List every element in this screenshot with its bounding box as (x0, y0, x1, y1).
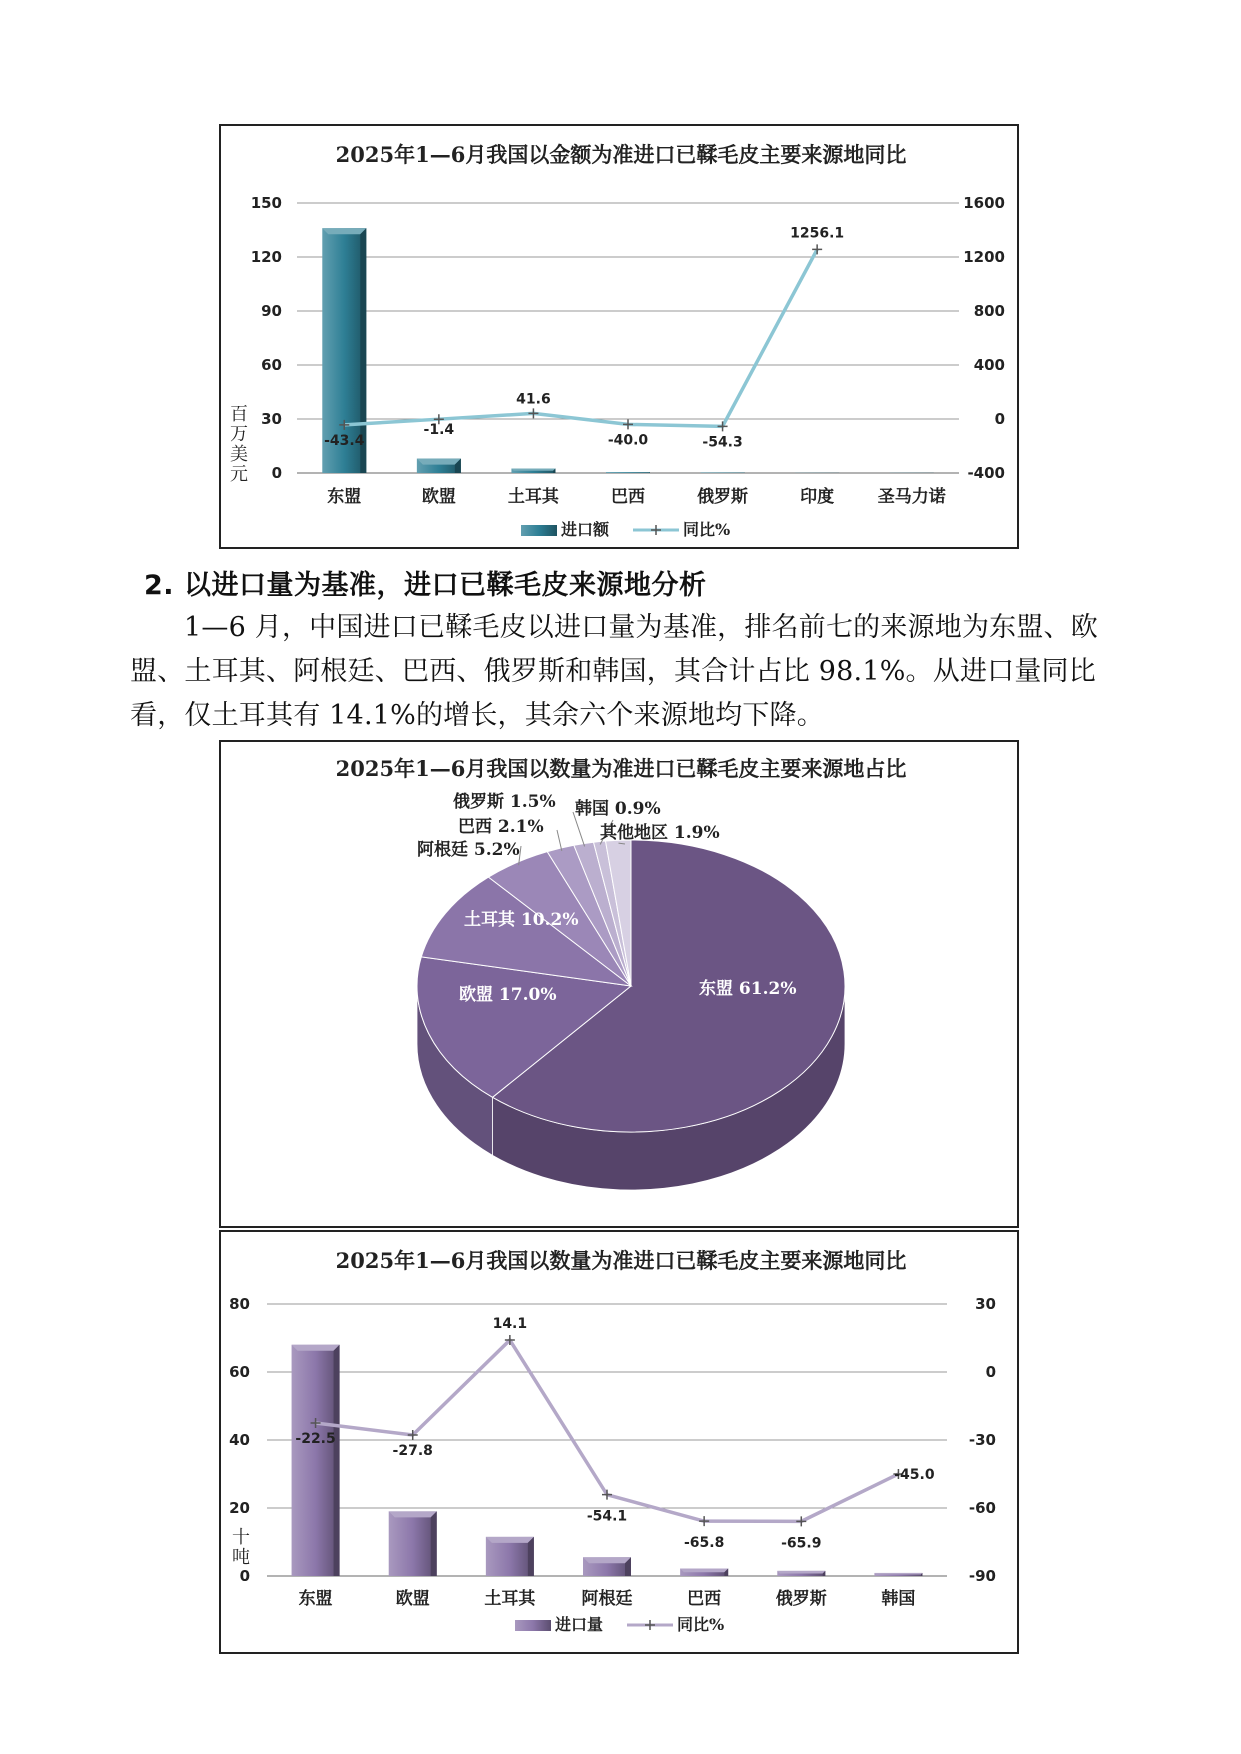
bar-bevel-top (583, 1557, 631, 1563)
chart-title: 2025年1—6月我国以数量为准进口已鞣毛皮主要来源地同比 (335, 1248, 907, 1273)
paragraph-text: 1—6 月，中国进口已鞣毛皮以进口量为基准，排名前七的来源地为东盟、欧盟、土耳其、阿根廷、巴西、俄罗斯和韩国，其合计占比 98.1%。从进口量同比看，仅土耳其有 14.1%的增长，其余六个来源地均下降。 (130, 612, 1098, 731)
y-axis-unit: 万 (230, 424, 248, 445)
y-tick-label: 60 (261, 356, 282, 374)
y-tick-label: 20 (229, 1499, 250, 1517)
y2-tick-label: 1600 (963, 194, 1005, 212)
bar-土耳其 (486, 1537, 534, 1576)
y-axis-unit: 吨 (232, 1547, 250, 1568)
y-tick-label: 30 (261, 410, 282, 428)
bar-bevel-top (292, 1345, 340, 1351)
chart-svg (221, 1232, 1021, 1656)
pie-label-阿根廷: 阿根廷 5.2% (417, 840, 520, 860)
category-label: 俄罗斯 (775, 1589, 827, 1609)
bar-bevel-top (777, 1571, 825, 1574)
yoy-value-label: 14.1 (492, 1316, 528, 1333)
pie-label-东盟: 东盟 61.2% (699, 979, 797, 999)
yoy-value-label: -43.4 (324, 432, 365, 449)
pie-label-欧盟: 欧盟 17.0% (459, 985, 557, 1005)
yoy-value-label: -54.3 (702, 434, 743, 451)
y-tick-label: 60 (229, 1363, 250, 1381)
bar-土耳其 (511, 469, 555, 474)
bar-欧盟 (389, 1511, 437, 1576)
bar-俄罗斯 (701, 472, 745, 473)
bar-bevel-top (322, 228, 366, 234)
y-tick-label: 90 (261, 302, 282, 320)
y2-tick-label: -90 (968, 1567, 996, 1585)
yoy-marker (528, 408, 538, 418)
bar-bevel-top (874, 1573, 922, 1575)
chart-title: 2025年1—6月我国以数量为准进口已鞣毛皮主要来源地占比 (335, 756, 907, 781)
legend-line-label: 同比% (683, 520, 731, 539)
category-label: 印度 (800, 487, 835, 507)
bar-巴西 (680, 1569, 728, 1576)
legend-line-marker (645, 1620, 655, 1630)
y2-tick-label: 800 (973, 302, 1005, 320)
legend-line-label: 同比% (677, 1615, 725, 1634)
y-tick-label: 150 (250, 194, 282, 212)
yoy-value-label: -45.0 (894, 1467, 935, 1483)
chart-import-value-yoy (219, 124, 1019, 549)
bar-巴西 (606, 472, 650, 473)
bar-欧盟 (417, 459, 461, 473)
bar-bevel-top (486, 1537, 534, 1543)
chart-import-volume-yoy (219, 1230, 1019, 1654)
y2-tick-label: 30 (975, 1295, 996, 1313)
bar-bevel-right (431, 1511, 437, 1576)
yoy-value-label: -54.1 (586, 1508, 628, 1525)
category-label: 圣马力诺 (877, 487, 946, 507)
bar-阿根廷 (583, 1557, 631, 1576)
bar-韩国 (874, 1573, 922, 1576)
bar-bevel-right (528, 1537, 534, 1576)
bar-俄罗斯 (777, 1571, 825, 1576)
yoy-line (344, 249, 817, 426)
legend-line-marker (651, 525, 661, 535)
yoy-marker (699, 1516, 709, 1526)
pie-svg (221, 742, 1021, 1230)
yoy-value-label: -65.8 (683, 1535, 725, 1552)
yoy-value-label: -27.8 (392, 1443, 433, 1460)
chart-svg (221, 126, 1021, 551)
category-label: 阿根廷 (581, 1589, 633, 1609)
pie-label-巴西: 巴西 2.1% (458, 817, 544, 837)
bar (389, 1511, 437, 1576)
bar-bevel-top (389, 1511, 437, 1517)
category-label: 巴西 (687, 1589, 722, 1609)
bar-bevel-right (334, 1345, 340, 1576)
y2-tick-label: -60 (968, 1499, 996, 1517)
legend-bar-swatch (515, 1620, 551, 1631)
y-axis-unit: 美 (230, 444, 248, 465)
pie-label-韩国: 韩国 0.9% (575, 799, 661, 819)
chart-import-volume-share (219, 740, 1019, 1228)
category-label: 土耳其 (484, 1589, 536, 1609)
yoy-value-label: -65.9 (781, 1535, 822, 1552)
body-paragraph (130, 606, 1112, 738)
yoy-value-label: 1256.1 (790, 225, 845, 242)
y-axis-unit: 十 (232, 1527, 250, 1548)
bar (292, 1345, 340, 1576)
section-heading: 2. 以进口量为基准，进口已鞣毛皮来源地分析 (144, 570, 707, 601)
bar-bevel-top (511, 469, 555, 471)
bar-东盟 (292, 1345, 340, 1576)
yoy-marker (623, 419, 633, 429)
category-label: 土耳其 (507, 487, 559, 507)
pie-leader-line (557, 830, 562, 851)
legend-bar-label: 进口量 (555, 1615, 604, 1634)
pie-label-俄罗斯: 俄罗斯 1.5% (453, 792, 556, 812)
category-label: 欧盟 (395, 1589, 430, 1609)
y2-tick-label: -30 (968, 1431, 996, 1449)
y-axis-unit: 百 (230, 404, 248, 425)
chart-title: 2025年1—6月我国以金额为准进口已鞣毛皮主要来源地同比 (335, 142, 907, 167)
y2-tick-label: 0 (985, 1363, 996, 1381)
y-tick-label: 40 (229, 1431, 250, 1449)
yoy-value-label: -22.5 (295, 1431, 336, 1447)
yoy-value-label: -40.0 (607, 432, 649, 449)
pie-label-其他地区: 其他地区 1.9% (600, 823, 720, 843)
y2-tick-label: 400 (973, 356, 1005, 374)
y2-tick-label: 0 (994, 410, 1005, 428)
y-tick-label: 80 (229, 1295, 250, 1313)
y-tick-label: 0 (239, 1567, 250, 1585)
category-label: 韩国 (881, 1589, 916, 1609)
y2-tick-label: 1200 (963, 248, 1005, 266)
category-label: 俄罗斯 (697, 487, 749, 507)
yoy-value-label: -1.4 (423, 422, 455, 439)
y-tick-label: 120 (250, 248, 282, 266)
category-label: 东盟 (298, 1589, 333, 1609)
category-label: 欧盟 (421, 487, 456, 507)
pie-label-土耳其: 土耳其 10.2% (464, 910, 579, 930)
yoy-value-label: 41.6 (516, 391, 551, 408)
legend-bar-swatch (521, 525, 557, 536)
y-axis-unit: 元 (230, 464, 248, 485)
legend-bar-label: 进口额 (561, 520, 610, 539)
bar-bevel-top (417, 459, 461, 465)
y2-tick-label: -400 (967, 464, 1005, 482)
bar-bevel-top (680, 1569, 728, 1573)
category-label: 巴西 (611, 487, 645, 507)
category-label: 东盟 (327, 487, 362, 507)
y-tick-label: 0 (271, 464, 282, 482)
